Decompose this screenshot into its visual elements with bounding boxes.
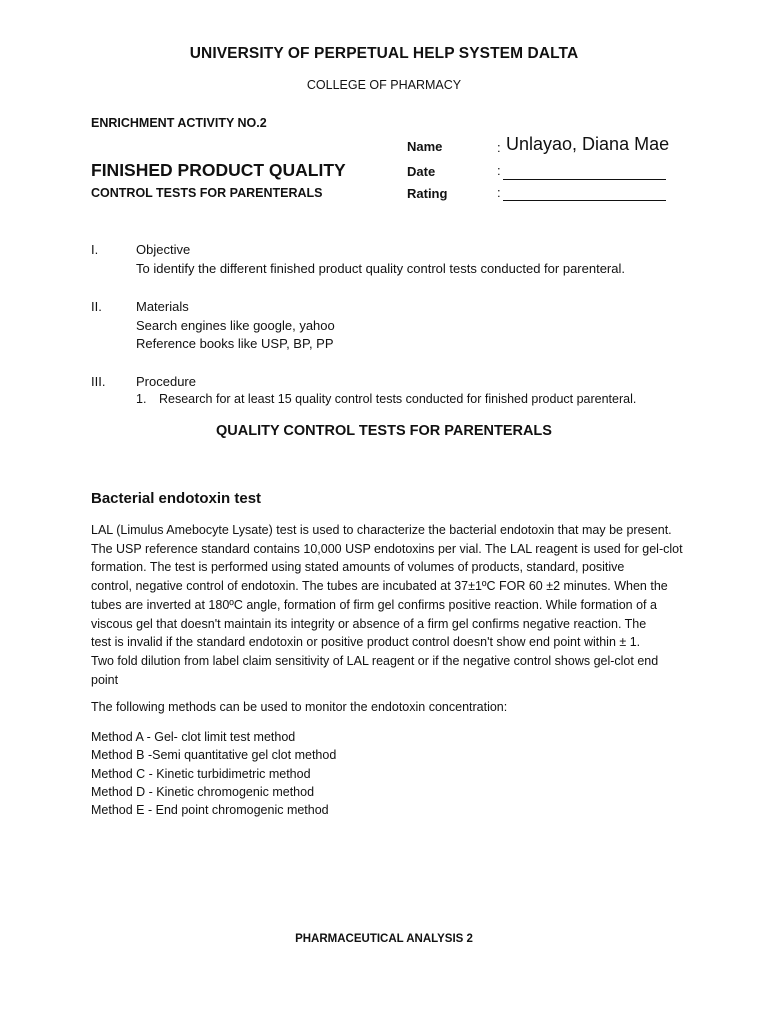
main-heading: QUALITY CONTROL TESTS FOR PARENTERALS	[216, 423, 552, 439]
name-colon: :	[497, 140, 501, 155]
method-item: Method D - Kinetic chromogenic method	[91, 784, 315, 799]
endotoxin-paragraph	[91, 521, 691, 689]
method-item: Method C - Kinetic turbidimetric method	[91, 766, 311, 781]
university-name: UNIVERSITY OF PERPETUAL HELP SYSTEM DALTA	[189, 45, 579, 62]
procedure-step-number: 1.	[136, 392, 147, 406]
paragraph-line: Two fold dilution from label claim sensitivity of LAL reagent or if the negative control shows gel-clot end	[91, 653, 659, 668]
paragraph-line: test is invalid if the standard endotoxin or positive product control doesn't show end point within ± 1.	[91, 635, 641, 650]
college-name: COLLEGE OF PHARMACY	[306, 78, 462, 92]
section-numeral: II.	[91, 299, 102, 314]
activity-number: ENRICHMENT ACTIVITY NO.2	[91, 116, 267, 130]
method-item: Method B -Semi quantitative gel clot method	[91, 748, 337, 763]
methods-intro: The following methods can be used to monitor the endotoxin concentration:	[91, 700, 508, 714]
footer-course: PHARMACEUTICAL ANALYSIS 2	[295, 933, 473, 945]
date-colon: :	[497, 163, 501, 178]
rating-colon: :	[497, 185, 501, 200]
methods-list	[91, 728, 336, 819]
section-title-materials: Materials	[136, 299, 189, 314]
section-title-procedure: Procedure	[136, 374, 196, 389]
method-item: Method A - Gel- clot limit test method	[91, 730, 296, 744]
materials-item: Reference books like USP, BP, PP	[136, 336, 334, 351]
procedure-step-text: Research for at least 15 quality control tests conducted for finished product parenteral.	[159, 392, 637, 406]
paragraph-line: point	[91, 672, 119, 687]
paragraph-line: control, negative control of endotoxin. The tubes are incubated at 37±1ºC FOR 60 ±2 minutes. When the	[91, 579, 668, 594]
materials-item: Search engines like google, yahoo	[136, 318, 335, 333]
date-label: Date	[407, 164, 436, 179]
name-label: Name	[407, 139, 443, 154]
rating-blank-line	[503, 200, 666, 201]
date-blank-line	[503, 179, 666, 180]
paragraph-line: tubes are inverted at 180ºC angle, formation of firm gel confirms positive reaction. While formation of a	[91, 597, 657, 612]
paragraph-line: LAL (Limulus Amebocyte Lysate) test is used to characterize the bacterial endotoxin that may be present.	[91, 523, 672, 537]
rating-label: Rating	[407, 186, 448, 201]
section-title-objective: Objective	[136, 242, 191, 257]
objective-text: To identify the different finished product quality control tests conducted for parenteral.	[136, 261, 625, 276]
document-subtitle: CONTROL TESTS FOR PARENTERALS	[91, 186, 323, 200]
test-title: Bacterial endotoxin test	[91, 490, 262, 507]
name-value: Unlayao, Diana Mae	[506, 134, 670, 154]
section-numeral: I.	[91, 242, 99, 257]
method-item: Method E - End point chromogenic method	[91, 803, 329, 818]
section-numeral: III.	[91, 374, 106, 389]
document-title: FINISHED PRODUCT QUALITY	[91, 160, 346, 180]
paragraph-line: viscous gel that doesn't maintain its integrity or absence of a firm gel confirms negative reaction. The	[91, 616, 647, 631]
paragraph-line: The USP reference standard contains 10,000 USP endotoxins per vial. The LAL reagent is used for gel-clot	[91, 541, 683, 556]
paragraph-line: formation. The test is performed using stated amounts of volumes of products, standard, positive	[91, 560, 625, 575]
